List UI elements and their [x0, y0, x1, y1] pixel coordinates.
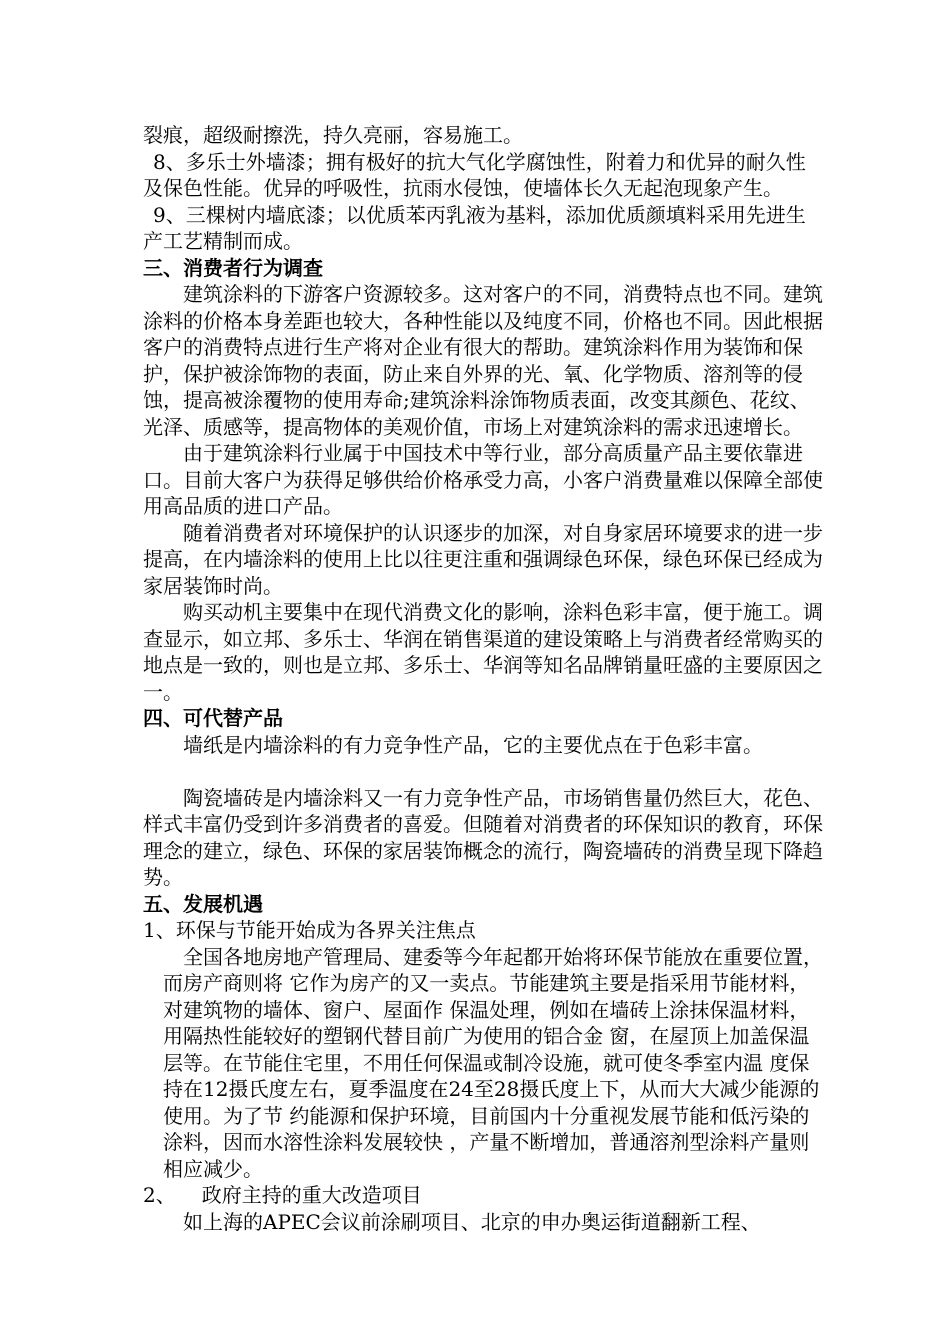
heading-section-4: 四、可代替产品: [143, 706, 283, 730]
subheading-2-number: 2、: [143, 1183, 176, 1207]
paragraph-energy: 全国各地房地产管理局、建委等今年起都开始将环保节能放在重要位置，而房产商则将 它作为房产的又一卖点。节能建筑主要是指采用节能材料，对建筑物的墙体、窗户、屋面作 保温处理，例如在墙砖上涂抹保温材料，用隔热性能较好的塑钢代替目前广为使用的铝合金 窗，在屋顶上加盖保温层等。在节能住宅里，不用任何保温或制冷设施，就可使冬季室内温 度保持在12摄氏度左右，夏季温度在24至28摄氏度上下，从而大大减少能源的使用。为了节 约能源和保护环境，目前国内十分重视发展节能和低污染的涂料，因而水溶性涂料发展较快 ，产量不断增加，普通溶剂型涂料产量则相应减少。: [163, 944, 823, 1181]
paragraph-substitute-2: 陶瓷墙砖是内墙涂料又一有力竞争性产品，市场销售量仍然巨大，花色、样式丰富仍受到许多消费者的喜爱。但随着对消费者的环保知识的教育，环保理念的建立，绿色、环保的家居装饰概念的流行，陶瓷墙砖的消费呈现下降趋势。: [143, 785, 823, 889]
heading-section-5: 五、发展机遇: [143, 891, 263, 916]
subheading-2: [143, 1182, 823, 1209]
document-body: [143, 122, 823, 1235]
paragraph-consumer-1: 建筑涂料的下游客户资源较多。这对客户的不同，消费特点也不同。建筑涂料的价格本身差距也较大，各种性能以及纯度不同，价格也不同。因此根据客户的消费特点进行生产将对企业有很大的帮助。建筑涂料作用为装饰和保护，保护被涂饰物的表面，防止来自外界的光、氧、化学物质、溶剂等的侵蚀，提高被涂覆物的使用寿命;建筑涂料涂饰物质表面，改变其颜色、花纹、光泽、质感等，提高物体的美观价值，市场上对建筑涂料的需求迅速增长。: [143, 282, 823, 439]
paragraph-1: 裂痕，超级耐擦洗，持久亮丽，容易施工。: [143, 123, 523, 147]
paragraph-item-8: 8、多乐士外墙漆；拥有极好的抗大气化学腐蚀性，附着力和优异的耐久性及保色性能。优异的呼吸性，抗雨水侵蚀，使墙体长久无起泡现象产生。: [143, 149, 806, 200]
paragraph-item-9: 9、三棵树内墙底漆；以优质苯丙乳液为基料，添加优质颜填料采用先进生产工艺精制而成。: [143, 202, 806, 253]
subheading-2-text: 政府主持的重大改造项目: [201, 1183, 422, 1207]
paragraph-projects: 如上海的APEC会议前涂刷项目、北京的申办奥运街道翻新工程、: [183, 1209, 761, 1234]
paragraph-substitute-1: 墙纸是内墙涂料的有力竞争性产品，它的主要优点在于色彩丰富。: [183, 732, 763, 757]
paragraph-consumer-2: 由于建筑涂料行业属于中国技术中等行业，部分高质量产品主要依靠进口。目前大客户为获得足够供给价格承受力高，小客户消费量难以保障全部使用高品质的进口产品。: [143, 441, 823, 518]
blank-line: [143, 758, 823, 785]
paragraph-consumer-3: 随着消费者对环境保护的认识逐步的加深，对自身家居环境要求的进一步提高，在内墙涂料的使用上比以往更注重和强调绿色环保，绿色环保已经成为家居装饰时尚。: [143, 520, 823, 598]
heading-section-3: 三、消费者行为调查: [143, 255, 323, 280]
subheading-1: 1、环保与节能开始成为各界关注焦点: [143, 918, 476, 942]
paragraph-consumer-4: 购买动机主要集中在现代消费文化的影响，涂料色彩丰富，便于施工。调查显示，如立邦、多乐士、华润在销售渠道的建设策略上与消费者经常购买的地点是一致的，则也是立邦、多乐士、华润等知名品牌销量旺盛的主要原因之一。: [143, 600, 823, 704]
